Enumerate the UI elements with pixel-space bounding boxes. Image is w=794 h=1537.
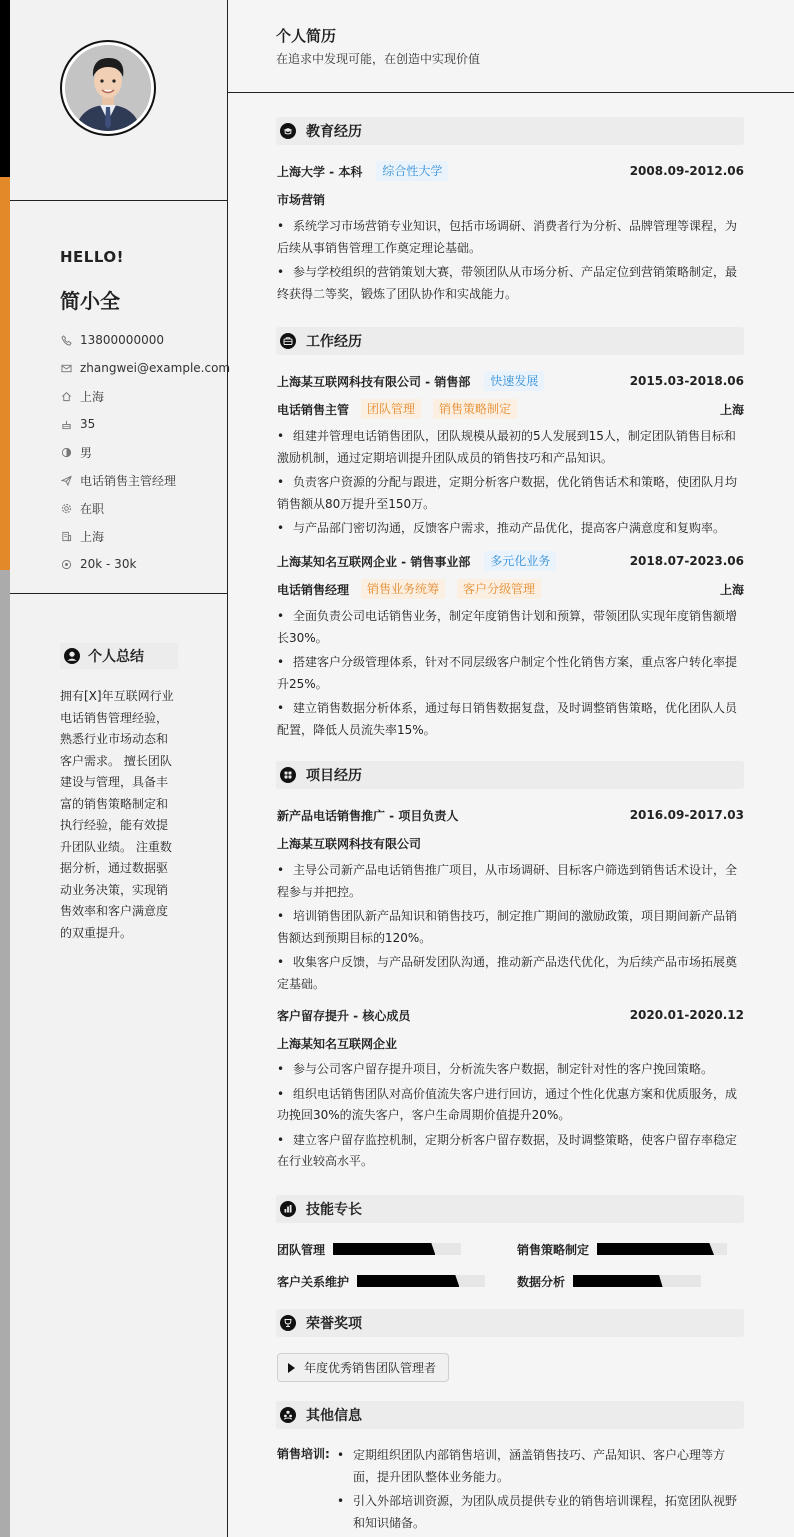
project-company: 上海某知名互联网企业	[277, 1036, 398, 1051]
project-company-row	[277, 1033, 744, 1053]
contact-info	[60, 326, 230, 578]
skill-bar	[573, 1275, 701, 1287]
list-item: • 负责客户资源的分配与跟进，定期分析客户数据，优化销售话术和策略，使团队月均销售额从80万提升至150万。	[277, 472, 744, 515]
company-tag: 多元化业务	[484, 551, 556, 571]
info-status	[60, 494, 230, 522]
accent-strip	[0, 0, 10, 1537]
job-city: 上海	[719, 402, 744, 417]
info-gender	[60, 438, 230, 466]
building-icon	[60, 530, 72, 542]
list-item: • 引入外部培训资源，为团队成员提供专业的销售培训课程，拓宽团队视野和知识储备。	[337, 1491, 744, 1534]
skill-bar	[597, 1243, 727, 1255]
money-icon	[60, 558, 72, 570]
training-bullets	[337, 1445, 744, 1537]
user-icon	[64, 648, 80, 664]
list-item: • 培训销售团队新产品知识和销售技巧，制定推广期间的激励政策，项目期间新产品销售额达到预期目标的120%。	[277, 906, 744, 949]
skill-item	[517, 1240, 727, 1258]
work-title: 工作经历	[306, 334, 362, 350]
summary-text: 拥有[X]年互联网行业电话销售管理经验，熟悉行业市场动态和客户需求。 擅长团队建设与管理，具备丰富的销售策略制定和执行经验，能有效提升团队业绩。 注重数据分析，通过数据驱动业务决策，实现销售效率和客户满意度的双重提升。	[60, 689, 174, 940]
phone-icon	[60, 334, 72, 346]
projects-heading	[276, 761, 744, 789]
project-row	[277, 805, 744, 825]
skill-name: 客户关系维护	[277, 1274, 350, 1289]
role-title: 电话销售经理	[277, 582, 350, 597]
skills-title: 技能专长	[306, 1202, 362, 1218]
info-phone	[60, 326, 230, 354]
sidebar-divider	[10, 200, 228, 201]
skill-item	[517, 1272, 701, 1290]
awards-title: 荣誉奖项	[306, 1316, 362, 1332]
skill-bar-fill	[333, 1243, 435, 1255]
list-item: • 搭建客户分级管理体系，针对不同层级客户制定个性化销售方案，重点客户转化率提升25%。	[277, 652, 744, 695]
trophy-icon	[280, 1315, 296, 1331]
chart-icon	[280, 1201, 296, 1217]
skills-heading	[276, 1195, 744, 1223]
skill-bar-fill	[573, 1275, 663, 1287]
summary-title: 个人总结	[88, 649, 144, 665]
list-item: • 主导公司新产品电话销售推广项目，从市场调研、目标客户筛选到销售话术设计，全程参与并把控。	[277, 860, 744, 903]
award-item[interactable]	[277, 1353, 449, 1382]
info-age	[60, 410, 230, 438]
skill-bar	[357, 1275, 485, 1287]
list-item: • 与产品部门密切沟通，反馈客户需求，推动产品优化，提高客户满意度和复购率。	[277, 518, 744, 540]
info-location	[60, 382, 230, 410]
skill-name: 团队管理	[277, 1242, 326, 1257]
job-row	[277, 551, 744, 571]
job-date: 2015.03-2018.06	[629, 374, 744, 388]
accent-strip-orange	[0, 177, 10, 570]
projects-title: 项目经历	[306, 768, 362, 784]
info-position-text: 电话销售主管经理	[80, 473, 177, 488]
skill-bar	[333, 1243, 461, 1255]
job-row	[277, 371, 744, 391]
people-icon	[280, 1407, 296, 1423]
main-content	[228, 0, 794, 1537]
list-item: • 参与学校组织的营销策划大赛，带领团队从市场分析、产品定位到营销策略制定，最终获得二等奖，锻炼了团队协作和实战能力。	[277, 262, 744, 305]
sidebar-divider	[10, 593, 228, 594]
list-item: • 组织电话销售团队对高价值流失客户进行回访，通过个性化优惠方案和优质服务，成功挽回30%的流失客户，客户生命周期价值提升20%。	[277, 1084, 744, 1127]
school-tag: 综合性大学	[376, 161, 448, 181]
page-title: 个人简历	[276, 27, 337, 45]
accent-strip-black	[0, 0, 10, 177]
awards-heading	[276, 1309, 744, 1337]
company-name: 上海某知名互联网企业 - 销售事业部	[277, 554, 471, 569]
other-heading	[276, 1401, 744, 1429]
info-salary-text: 20k - 30k	[80, 557, 137, 571]
graduation-cap-icon	[280, 123, 296, 139]
info-email-text: zhangwei@example.com	[80, 361, 231, 375]
skill-name: 数据分析	[517, 1274, 566, 1289]
project-date: 2020.01-2020.12	[629, 1008, 744, 1022]
list-item: • 收集客户反馈，与产品研发团队沟通，推动新产品迭代优化，为后续产品市场拓展奠定基础。	[277, 952, 744, 995]
education-row	[277, 161, 744, 181]
skill-item	[277, 1272, 485, 1290]
training-label: 销售培训:	[277, 1447, 330, 1461]
grid-icon	[280, 767, 296, 783]
role-tag: 销售策略制定	[433, 399, 517, 419]
mail-icon	[60, 362, 72, 374]
gear-icon	[60, 502, 72, 514]
major-row	[277, 189, 744, 209]
list-item: • 定期组织团队内部销售培训，涵盖销售技巧、产品知识、客户心理等方面，提升团队整体业务能力。	[337, 1445, 744, 1488]
sidebar	[10, 0, 231, 1537]
role-row	[277, 579, 744, 599]
project-company: 上海某互联网科技有限公司	[277, 836, 422, 851]
education-heading	[276, 117, 744, 145]
gender-icon	[60, 446, 72, 458]
list-item: • 建立客户留存监控机制，定期分析客户留存数据，及时调整策略，使客户留存率稳定在行业较高水平。	[277, 1130, 744, 1173]
info-city	[60, 522, 230, 550]
info-gender-text: 男	[80, 445, 93, 460]
work-heading	[276, 327, 744, 355]
project-name: 新产品电话销售推广 - 项目负责人	[277, 808, 459, 823]
info-age-text: 35	[80, 417, 96, 431]
avatar	[65, 45, 151, 131]
header-divider	[228, 92, 794, 93]
cake-icon	[60, 418, 72, 430]
skill-bar-fill	[357, 1275, 459, 1287]
project-bullets	[277, 860, 744, 998]
job-bullets	[277, 606, 744, 744]
summary-heading	[60, 643, 178, 669]
project-date: 2016.09-2017.03	[629, 808, 744, 822]
info-salary	[60, 550, 230, 578]
info-position	[60, 466, 230, 494]
school-name: 上海大学 - 本科	[277, 164, 363, 179]
role-tag: 销售业务统筹	[361, 579, 445, 599]
skill-bar-fill	[597, 1243, 714, 1255]
play-icon	[288, 1363, 295, 1373]
project-company-row	[277, 833, 744, 853]
info-phone-text: 13800000000	[80, 333, 164, 347]
company-tag: 快速发展	[484, 371, 544, 391]
page-subtitle: 在追求中发现可能，在创造中实现价值	[276, 52, 481, 66]
other-title: 其他信息	[306, 1408, 362, 1424]
job-city: 上海	[719, 582, 744, 597]
project-row	[277, 1005, 744, 1025]
send-icon	[60, 474, 72, 486]
info-status-text: 在职	[80, 501, 105, 516]
award-label: 年度优秀销售团队管理者	[304, 1361, 437, 1375]
job-bullets	[277, 426, 744, 543]
list-item: • 全面负责公司电话销售业务，制定年度销售计划和预算，带领团队实现年度销售额增长30%。	[277, 606, 744, 649]
hello-heading: HELLO!	[60, 248, 124, 266]
role-tag: 团队管理	[361, 399, 421, 419]
home-icon	[60, 390, 72, 402]
info-city-text: 上海	[80, 529, 105, 544]
role-row	[277, 399, 744, 419]
company-name: 上海某互联网科技有限公司 - 销售部	[277, 374, 471, 389]
role-tag: 客户分级管理	[457, 579, 541, 599]
skill-name: 销售策略制定	[517, 1242, 590, 1257]
skill-item	[277, 1240, 461, 1258]
briefcase-icon	[280, 333, 296, 349]
list-item: • 系统学习市场营销专业知识，包括市场调研、消费者行为分析、品牌管理等课程，为后续从事销售管理工作奠定理论基础。	[277, 216, 744, 259]
education-date: 2008.09-2012.06	[629, 164, 744, 178]
avatar-frame	[60, 40, 156, 136]
info-email	[60, 354, 230, 382]
job-date: 2018.07-2023.06	[629, 554, 744, 568]
list-item: • 组建并管理电话销售团队，团队规模从最初的5人发展到15人，制定团队销售目标和激励机制，通过定期培训提升团队成员的销售技巧和产品知识。	[277, 426, 744, 469]
project-name: 客户留存提升 - 核心成员	[277, 1008, 411, 1023]
major: 市场营销	[277, 192, 326, 207]
person-name: 简小全	[60, 289, 120, 313]
role-title: 电话销售主管	[277, 402, 350, 417]
list-item: • 建立销售数据分析体系，通过每日销售数据复盘，及时调整销售策略，优化团队人员配置，降低人员流失率15%。	[277, 698, 744, 741]
info-location-text: 上海	[80, 389, 105, 404]
education-title: 教育经历	[306, 124, 362, 140]
list-item: • 参与公司客户留存提升项目，分析流失客户数据，制定针对性的客户挽回策略。	[277, 1059, 744, 1081]
education-bullets	[277, 216, 744, 308]
project-bullets	[277, 1059, 744, 1176]
